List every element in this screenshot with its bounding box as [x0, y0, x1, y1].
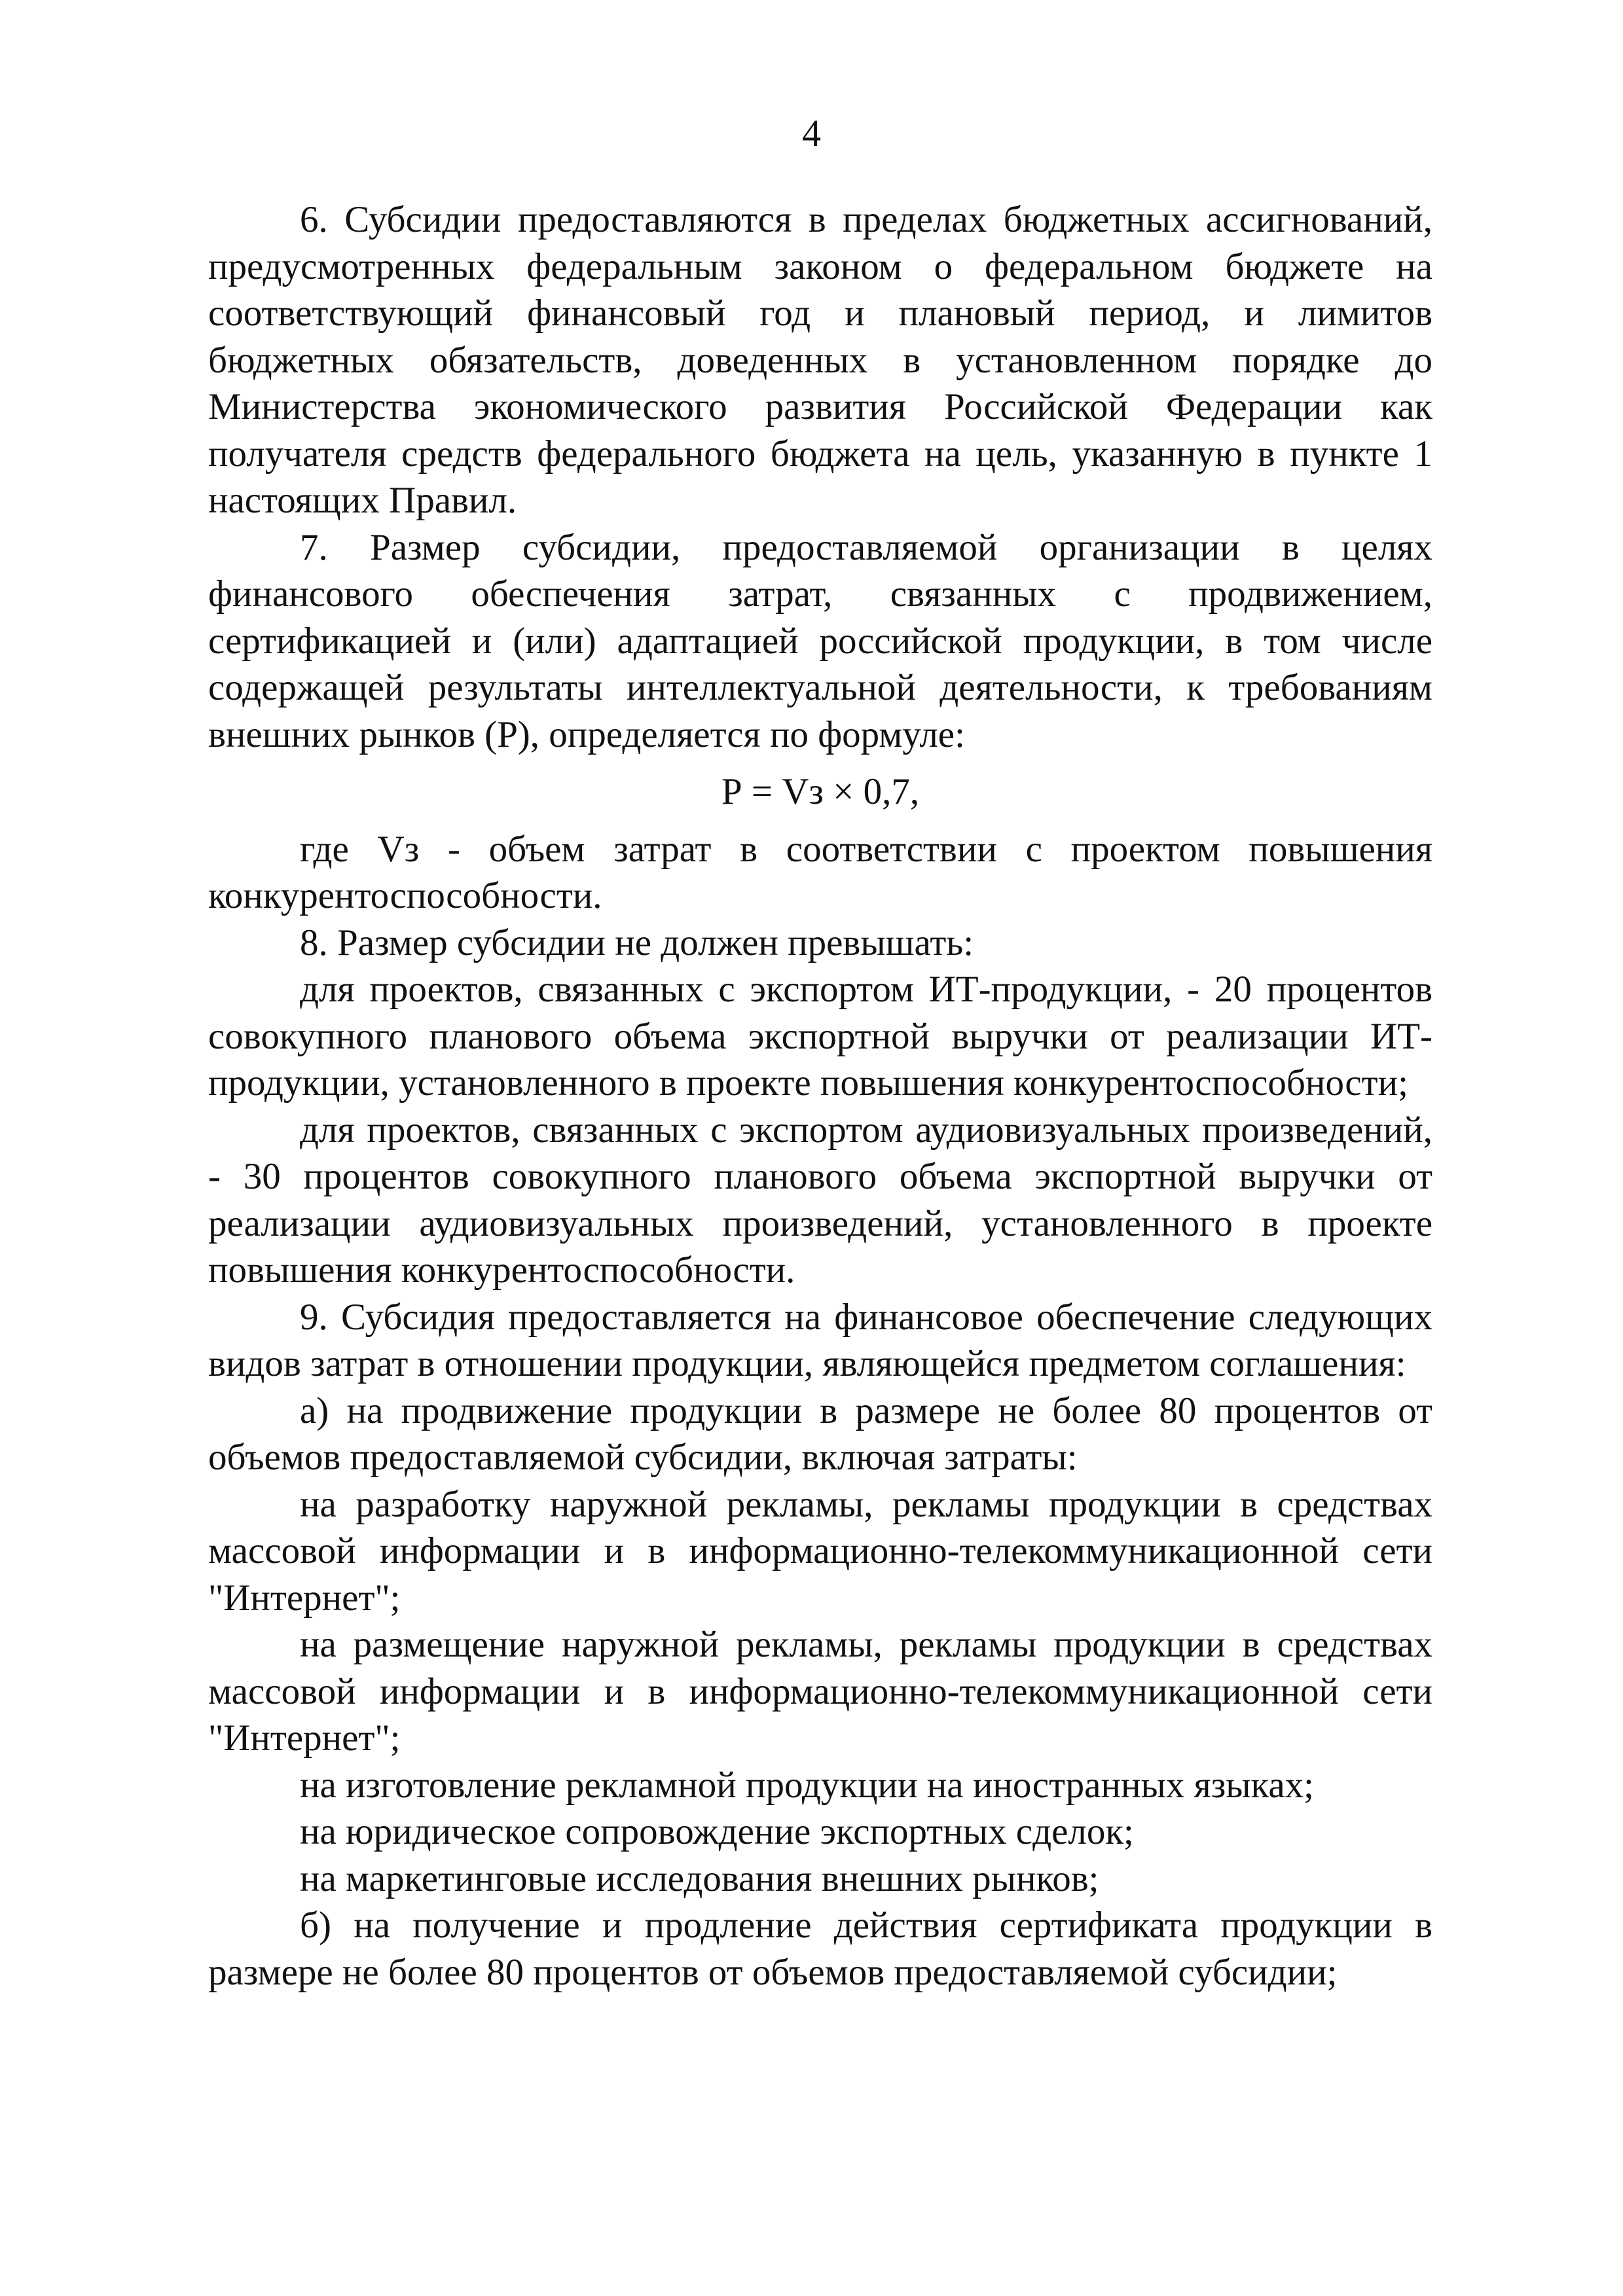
paragraph-9-a-placement: на размещение наружной рекламы, рекламы продукции в средствах массовой информации и в информационно-телекоммуникационной сети "Интернет";	[208, 1624, 1432, 1759]
paragraph-9-a-production: на изготовление рекламной продукции на иностранных языках;	[300, 1764, 1315, 1806]
formula-explanation: где Vз - объем затрат в соответствии с проектом повышения конкурентоспособности.	[208, 828, 1432, 916]
paragraph-8-item-audiovisual: для проектов, связанных с экспортом аудиовизуальных произведений, - 30 процентов совокупного планового объема экспортной выручки от реализации аудиовизуальных произведений, установленного в проекте повышения конкурентоспособности.	[208, 1109, 1432, 1291]
paragraph-9-item-b: б) на получение и продление действия сертификата продукции в размере не более 80 процентов от объемов предоставляемой субсидии;	[208, 1905, 1432, 1993]
paragraph-8: 8. Размер субсидии не должен превышать:	[300, 922, 974, 963]
paragraph-9-a-legal: на юридическое сопровождение экспортных сделок;	[300, 1811, 1134, 1852]
paragraph-9-item-a: а) на продвижение продукции в размере не более 80 процентов от объемов предоставляемой субсидии, включая затраты:	[208, 1390, 1432, 1478]
paragraph-8-item-it: для проектов, связанных с экспортом ИТ-продукции, - 20 процентов совокупного планового объема экспортной выручки от реализации ИТ-продукции, установленного в проекте повышения конкурентоспособности;	[208, 969, 1432, 1103]
paragraph-9-a-marketing: на маркетинговые исследования внешних рынков;	[300, 1857, 1099, 1899]
paragraph-9-a-development: на разработку наружной рекламы, рекламы продукции в средствах массовой информации и в информационно-телекоммуникационной сети "Интернет";	[208, 1483, 1432, 1619]
document-body	[208, 196, 1432, 1996]
page-number: 4	[802, 112, 821, 154]
paragraph-6: 6. Субсидии предоставляются в пределах бюджетных ассигнований, предусмотренных федеральным законом о федеральном бюджете на соответствующий финансовый год и плановый период, и лимитов бюджетных обязательств, доведенных в установленном порядке до Министерства экономического развития Российской Федерации как получателя средств федерального бюджета на цель, указанную в пункте 1 настоящих Правил.	[208, 199, 1432, 521]
paragraph-7: 7. Размер субсидии, предоставляемой организации в целях финансового обеспечения затрат, связанных с продвижением, сертификацией и (или) адаптацией российской продукции, в том числе содержащей результаты интеллектуальной деятельности, к требованиям внешних рынков (Р), определяется по формуле:	[208, 526, 1432, 755]
formula: Р = Vз × 0,7,	[721, 771, 920, 812]
paragraph-9: 9. Субсидия предоставляется на финансовое обеспечение следующих видов затрат в отношении продукции, являющейся предметом соглашения:	[208, 1296, 1432, 1384]
